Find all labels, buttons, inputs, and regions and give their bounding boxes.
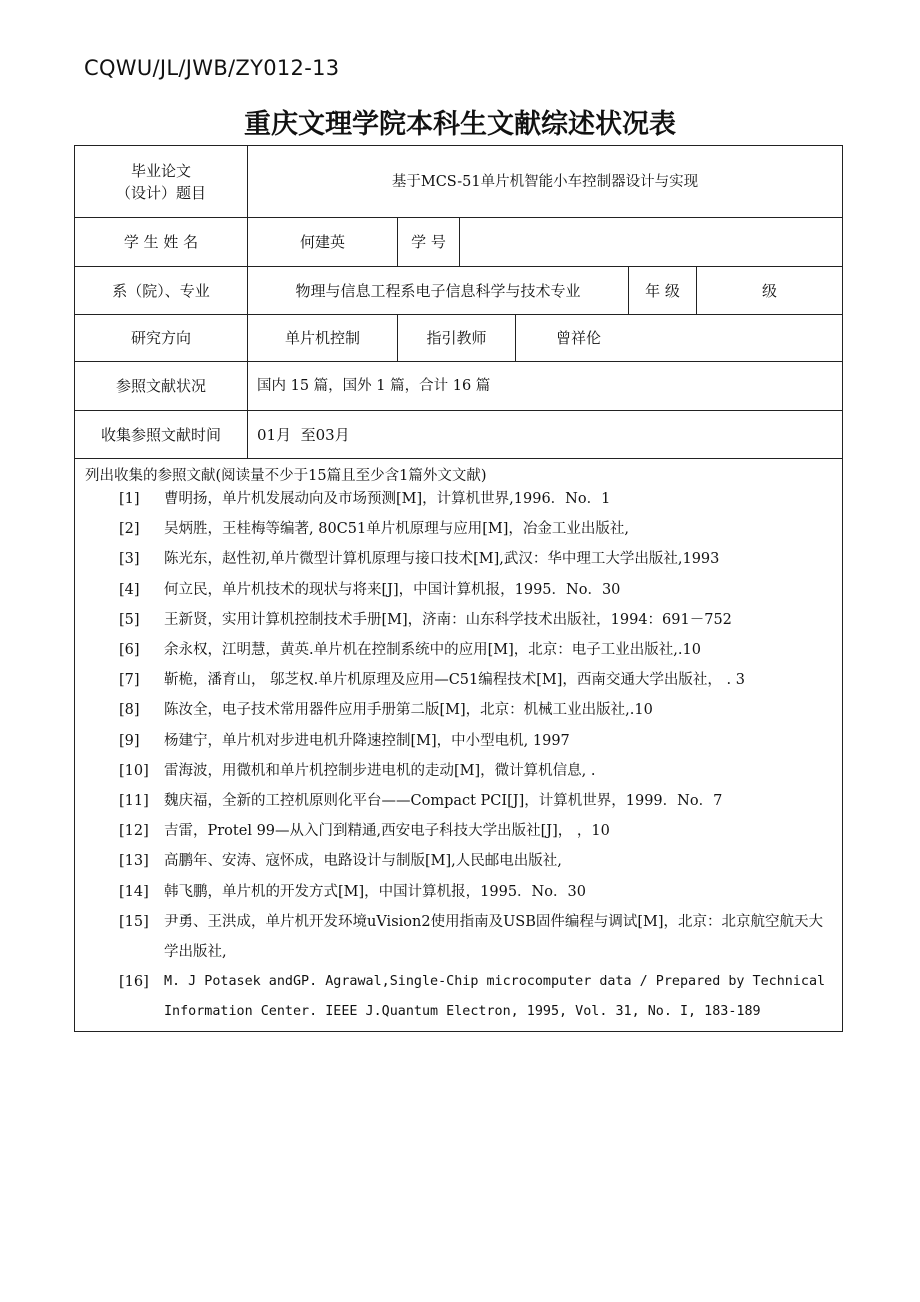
reference-text: M. J Potasek andGP. Agrawal,Single-Chip microcomputer data / Prepared by Technical Information Center. IEEE J.Quantum Electron, 1995, Vol. 31, No. I, 183-189 [164, 974, 826, 1020]
reference-text: 何立民，单片机技术的现状与将来[J]，中国计算机报，1995．No．30 [164, 581, 621, 598]
grade-label: 年 级 [645, 281, 680, 300]
grade-value: 级 [761, 281, 777, 300]
reference-text: 陈汝全，电子技术常用器件应用手册第二版[M]，北京：机械工业出版社,.10 [164, 702, 653, 719]
reference-number: [3] [119, 551, 140, 568]
review-form-table [74, 145, 843, 1032]
document-title: 重庆文理学院本科生文献综述状况表 [244, 109, 676, 140]
reference-status-label: 参照文献状况 [115, 377, 206, 395]
reference-text: 尹勇、王洪成，单片机开发环境uVision2使用指南及USB固件编程与调试[M]，北京：北京航空航天大学出版社, [164, 913, 824, 960]
reference-text: 魏庆福，全新的工控机原则化平台——Compact PCI[J]，计算机世界，1999．No．7 [164, 793, 723, 809]
topic-label-line1: 毕业论文 [130, 161, 191, 180]
reference-text: 曹明扬，单片机发展动向及市场预测[M]，计算机世界,1996．No．1 [164, 491, 611, 507]
reference-number: [9] [119, 732, 140, 749]
student-id-value [460, 218, 842, 266]
reference-number: [8] [119, 702, 140, 719]
reference-number: [15] [119, 913, 149, 930]
row-divider [75, 458, 842, 459]
department-value: 物理与信息工程系电子信息科学与技术专业 [295, 281, 581, 300]
document-code: CQWU/JL/JWB/ZY012-13 [84, 56, 340, 80]
collection-time-value: 01月 至03月 [257, 425, 350, 444]
reference-number: [1] [119, 491, 140, 507]
reference-text: 雷海波，用微机和单片机控制步进电机的走动[M]，微计算机信息, . [164, 762, 596, 779]
reference-number: [11] [119, 793, 149, 809]
topic-value: 基于MCS-51单片机智能小车控制器设计与实现 [391, 173, 699, 190]
research-value: 单片机控制 [284, 329, 360, 347]
reference-text: 高鹏年、安涛、寇怀成，电路设计与制版[M],人民邮电出版社, [164, 853, 562, 870]
collection-time-label: 收集参照文献时间 [100, 425, 221, 444]
reference-text: 吴炳胜，王桂梅等编著, 80C51单片机原理与应用[M]，冶金工业出版社, [164, 521, 629, 538]
reference-number: [10] [119, 762, 149, 779]
reference-text: 杨建宁，单片机对步进电机升降速控制[M]，中小型电机, 1997 [164, 732, 570, 749]
reference-text: 吉雷，Protel 99—从入门到精通,西安电子科技大学出版社[J]， ，10 [164, 823, 610, 840]
reference-number: [6] [119, 642, 140, 658]
topic-label [75, 146, 247, 217]
advisor-value: 曾祥伦 [556, 329, 602, 347]
reference-status-value: 国内 15 篇，国外 1 篇，合计 16 篇 [257, 378, 491, 394]
reference-text: 余永权，江明慧，黄英.单片机在控制系统中的应用[M]，北京：电子工业出版社,.10 [164, 642, 701, 658]
reference-number: [2] [119, 521, 140, 538]
student-name-value: 何建英 [299, 233, 345, 251]
topic-label-line2: （设计）题目 [115, 183, 206, 202]
reference-text: 靳桅，潘育山， 邬芝权.单片机原理及应用—C51编程技术[M]，西南交通大学出版社， . 3 [164, 672, 745, 689]
reference-number: [7] [119, 672, 140, 689]
research-label: 研究方向 [130, 329, 191, 347]
student-id-label: 学 号 [411, 233, 446, 251]
reference-number: [16] [119, 974, 149, 991]
student-name-label: 学 生 姓 名 [123, 233, 199, 251]
reference-number: [13] [119, 853, 149, 870]
column-divider [515, 314, 516, 361]
reference-number: [14] [119, 883, 149, 900]
reference-number: [4] [119, 581, 140, 598]
reference-text: 陈光东，赵性初,单片微型计算机原理与接口技术[M],武汉：华中理工大学出版社,1993 [164, 551, 720, 568]
department-label: 系（院）、专业 [112, 281, 210, 300]
reference-number: [12] [119, 823, 149, 840]
reference-text: 王新贤，实用计算机控制技术手册[M]，济南：山东科学技术出版社，1994：691－752 [164, 611, 732, 628]
reference-text: 韩飞鹏，单片机的开发方式[M]，中国计算机报，1995．No．30 [164, 883, 586, 900]
references-header: 列出收集的参照文献(阅读量不少于15篇且至少含1篇外文文献) [85, 468, 487, 484]
advisor-label: 指引教师 [426, 329, 487, 347]
reference-number: [5] [119, 611, 140, 628]
